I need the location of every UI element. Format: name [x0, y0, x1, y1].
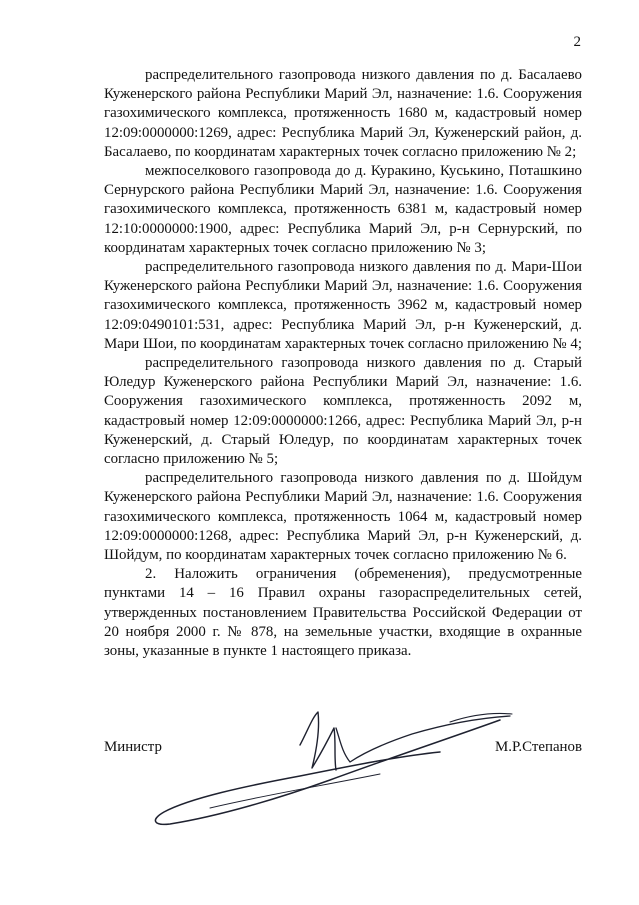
handwritten-signature [150, 700, 530, 840]
paragraph-stary-yuledur: распределительного газопровода низкого давления по д. Старый Юледур Куженерского района Республики Марий Эл, назначение: 1.6. Сооружения газохимического комплекса, протяженность 2092 м, кадастровый номер 12:09:0000000:1266, адрес: Республика Марий Эл, р-н Куженерский, д. Старый Юледур, по координатам характерных точек согласно приложению № 5; [104, 355, 582, 468]
paragraph-shoidum: распределительного газопровода низкого давления по д. Шойдум Куженерского района Республики Марий Эл, назначение: 1.6. Сооружения газохимического комплекса, протяженность 1064 м, кадастровый номер 12:09:0000000:1268, адрес: Республика Марий Эл, р-н Куженерский, д. Шойдум, по координатам характерных точек согласно приложению № 6. [104, 470, 582, 564]
signatory-name: М.Р.Степанов [495, 739, 582, 755]
paragraph-kurakino: межпоселкового газопровода до д. Куракино, Куськино, Поташкино Сернурского района Республики Марий Эл, назначение: 1.6. Сооружения газохимического комплекса, протяженность 6381 м, кадастровый номер 12:10:0000000:1900, адрес: Республика Марий Эл, р-н Сернурский, по координатам характерных точек согласно приложению № 3; [104, 163, 582, 256]
page-number: 2 [573, 34, 581, 50]
paragraph-restrictions: 2. Наложить ограничения (обременения), предусмотренные пунктами 14 – 16 Правил охраны газораспределительных сетей, утвержденных постановлением Правительства Российской Федерации от 20 ноября 2000 г. № 878, на земельные участки, входящие в охранные зоны, указанные в пункте 1 настоящего приказа. [104, 566, 582, 660]
paragraph-mari-shoi: распределительного газопровода низкого давления по д. Мари-Шои Куженерского района Республики Марий Эл, назначение: 1.6. Сооружения газохимического комплекса, протяженность 3962 м, кадастровый номер 12:09:0490101:531, адрес: Республика Марий Эл, р-н Куженерский, д. Мари Шои, по координатам характерных точек согласно приложению № 4; [104, 259, 582, 352]
paragraph-basalaevo: распределительного газопровода низкого давления по д. Басалаево Куженерского района Республики Марий Эл, назначение: 1.6. Сооружения газохимического комплекса, протяженность 1680 м, кадастровый номер 12:09:0000000:1269, адрес: Республика Марий Эл, Куженерский район, д. Басалаево, по координатам характерных точек согласно приложению № 2; [104, 67, 582, 160]
signatory-title: Министр [104, 739, 162, 755]
document-body [104, 66, 582, 661]
